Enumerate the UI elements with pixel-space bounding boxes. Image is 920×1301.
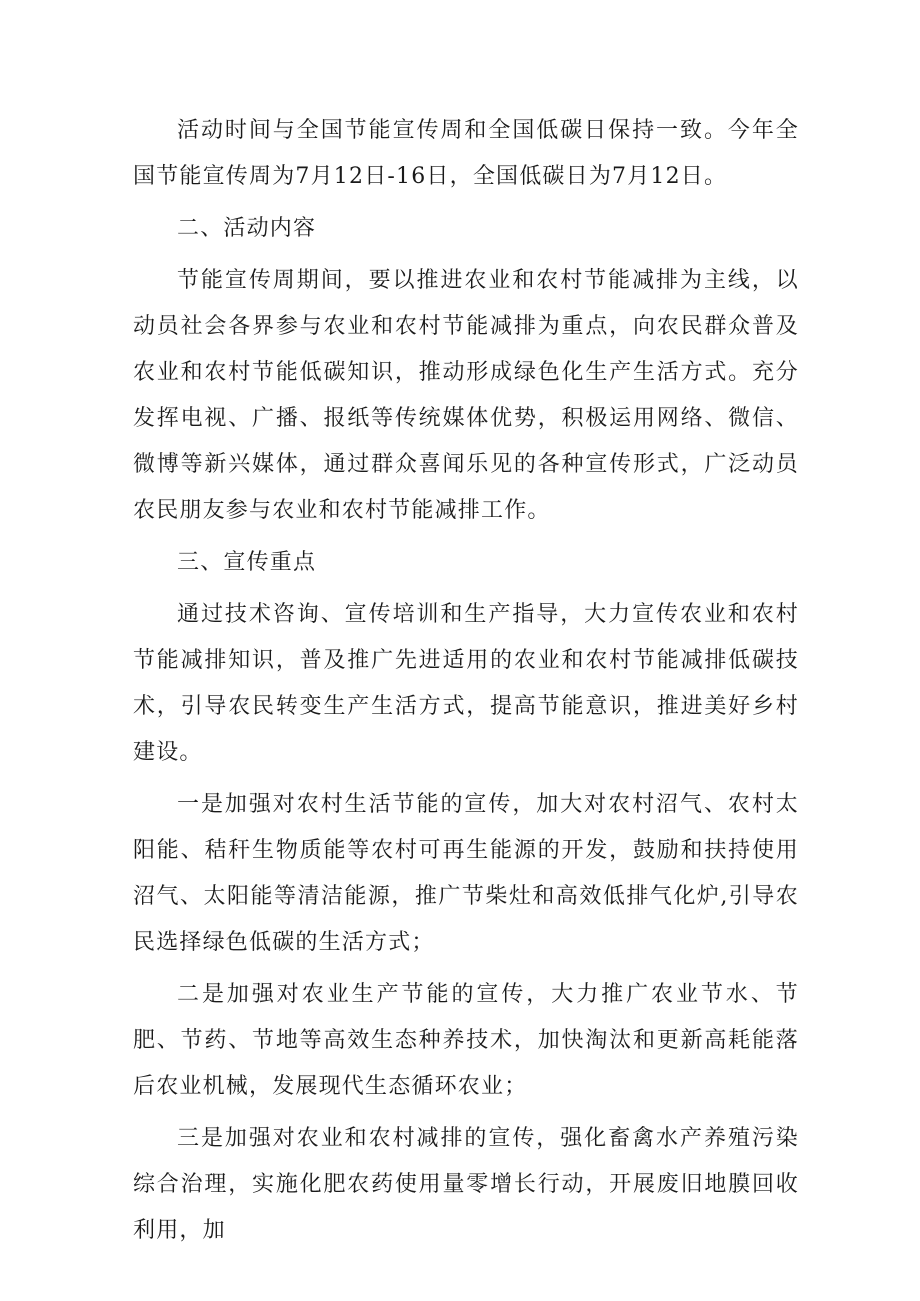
paragraph-rural-life-energy: 一是加强对农村生活节能的宣传，加大对农村沼气、农村太阳能、秸秆生物质能等农村可再生能源的开发，鼓励和扶持使用沼气、太阳能等清洁能源，推广节柴灶和高效低排气化炉,引导农民选择绿色低碳的生活方式； [133,792,799,955]
section-heading-activity-content: 二、活动内容 [177,216,317,241]
paragraph-agri-production-energy: 二是加强对农业生产节能的宣传，大力推广农业节水、节肥、节药、节地等高效生态种养技术，加快淘汰和更新高耗能落后农业机械，发展现代生态循环农业； [133,982,799,1099]
section-heading-publicity-focus: 三、宣传重点 [177,550,317,575]
document-body [133,108,799,1260]
paragraph-activity-time: 活动时间与全国节能宣传周和全国低碳日保持一致。今年全国节能宣传周为7月12日-16日，全国低碳日为7月12日。 [133,118,799,189]
paragraph-publicity-focus: 通过技术咨询、宣传培训和生产指导，大力宣传农业和农村节能减排知识，普及推广先进适用的农业和农村节能减排低碳技术，引导农民转变生产生活方式，提高节能意识，推进美好乡村建设。 [133,602,799,765]
paragraph-activity-content: 节能宣传周期间，要以推进农业和农村节能减排为主线，以动员社会各界参与农业和农村节能减排为重点，向农民群众普及农业和农村节能低碳知识，推动形成绿色化生产生活方式。充分发挥电视、广播、报纸等传统媒体优势，积极运用网络、微信、微博等新兴媒体，通过群众喜闻乐见的各种宣传形式，广泛动员农民朋友参与农业和农村节能减排工作。 [133,268,799,523]
paragraph-emission-reduction: 三是加强对农业和农村减排的宣传，强化畜禽水产养殖污染综合治理，实施化肥农药使用量零增长行动，开展废旧地膜回收利用，加 [133,1126,799,1243]
